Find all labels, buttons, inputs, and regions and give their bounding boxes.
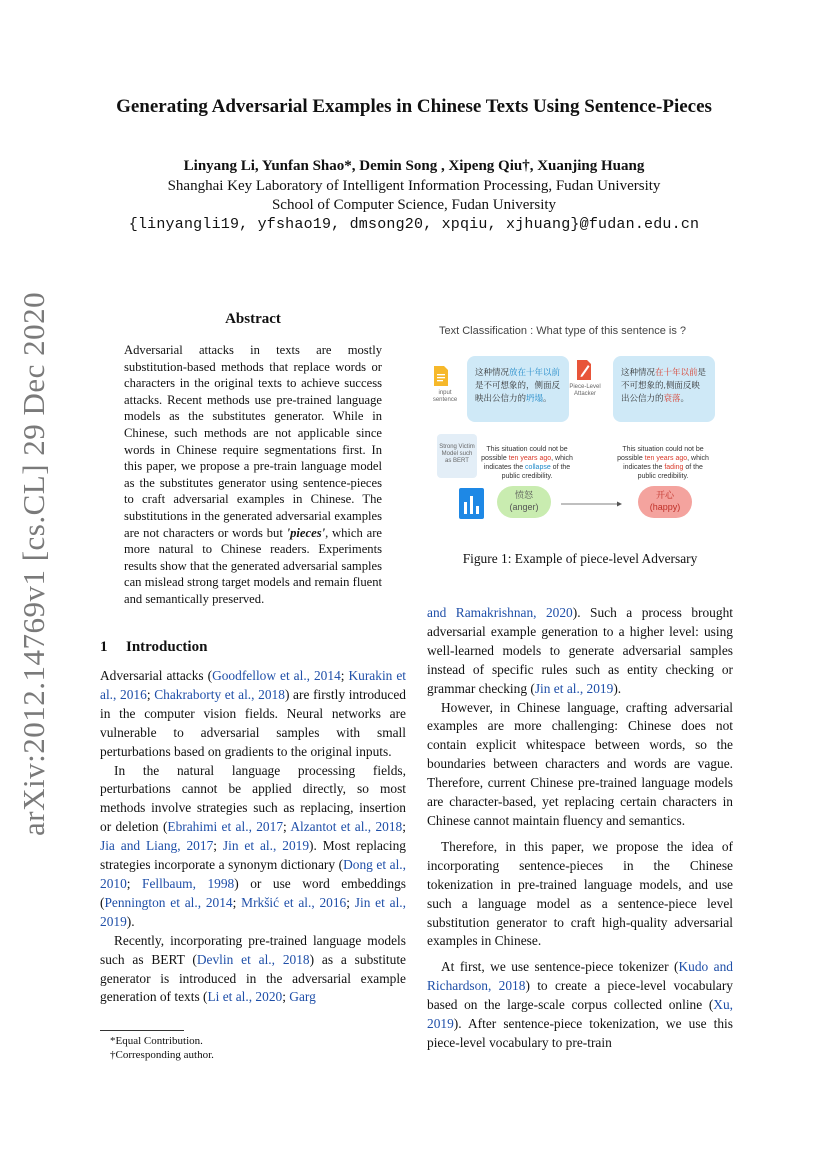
victim-model-label: Strong Victim Model such as BERT — [439, 444, 475, 464]
citation-link[interactable]: Devlin et al., 2018 — [196, 951, 310, 967]
pencil-document-icon — [577, 360, 591, 380]
abstract-heading: Abstract — [225, 311, 281, 327]
right-column-body — [427, 604, 733, 1053]
citation-link[interactable]: Kurakin et al., 2016 — [100, 668, 407, 702]
figure-caption: Figure 1: Example of piece-level Adversary — [462, 551, 698, 566]
citation-link[interactable]: Fellbaum, 1998 — [142, 875, 235, 891]
citation-link[interactable]: Li et al., 2020 — [207, 989, 283, 1005]
citation-link[interactable]: Pennington et al., 2014 — [104, 894, 233, 910]
footnote-rule — [100, 1030, 184, 1031]
citation-link[interactable]: Dong et al., 2010 — [100, 857, 406, 891]
citation-link[interactable]: Kudo and Richardson, 2018 — [427, 959, 733, 994]
citation-link[interactable]: Alzantot et al., 2018 — [290, 819, 403, 835]
footnote-corresponding-author: †Corresponding author. — [110, 1049, 214, 1061]
paragraph: and Ramakrishnan, 2020). Such a process brought adversarial example generation to a higher level: using well-learned models to generate adversarial samples instead of specific rules such as entity checking or grammar checking (Jin et al., 2019). — [427, 605, 733, 696]
piece-attacker-label: Piece-Level Attacker — [569, 384, 601, 397]
paper-title: Generating Adversarial Examples in Chinese Texts Using Sentence-Pieces — [116, 96, 712, 117]
citation-link[interactable]: Jin et al., 2019 — [222, 838, 310, 854]
abstract-text: Adversarial attacks in texts are mostly substitution-based methods that replace words or characters in the original texts to achieve success attacks. Recent methods use pre-trained language models as the substitutes generator. While in Chinese, such methods are not applicable since words in Chinese require segmentations first. In this paper, we propose a pre-train language model as the substitutes generator using sentence-pieces to craft adversarial examples in Chinese. The substitutions in the generated adversarial examples are not characters or words but 'pieces', which are more natural to Chinese readers. Experiments results show that the generated adversarial samples can mislead strong target models and remain fluent and semantically preserved. — [124, 343, 382, 606]
paragraph: Recently, incorporating pre-trained language models such as BERT (Devlin et al., 2018) as a substitute generator is introduced in the adversarial example generation of texts (Li et al., 2020; Garg — [100, 932, 407, 1005]
paragraph: In the natural language processing fields, perturbations cannot be applied directly, so most methods involve strategies such as replacing, insertion or deletion (Ebrahimi et al., 2017; Alzantot et al., 2018; Jia and Liang, 2017; Jin et al., 2019). Most replacing strategies incorporate a synonym dictionary (Dong et al., 2010; Fellbaum, 1998) or use word embeddings (Pennington et al., 2014; Mrkšić et al., 2016; Jin et al., 2019). — [100, 762, 406, 929]
citation-link[interactable]: Jia and Liang, 2017 — [100, 838, 214, 854]
citation-link[interactable]: Jin et al., 2019 — [100, 894, 406, 929]
citation-link[interactable]: and Ramakrishnan, 2020 — [427, 605, 573, 620]
footnote-equal-contribution: *Equal Contribution. — [110, 1035, 203, 1047]
document-icon — [434, 366, 448, 386]
original-sentence-bubble: 这种情况放在十年以前是不可想象的，侧面反映出公信力的坍塌。 — [467, 356, 569, 422]
original-label-pill: 愤怒 (anger) — [497, 486, 551, 518]
paragraph: At first, we use sentence-piece tokenizer (Kudo and Richardson, 2018) to create a piece-level vocabulary based on the large-scale corpus collected online (Xu, 2019). After sentence-piece tokenization, we use this piece-level vocabulary to pre-train — [427, 959, 733, 1050]
citation-link[interactable]: Goodfellow et al., 2014 — [212, 668, 341, 683]
adversarial-sentence-bubble: 这种情况在十年以前是不可想象的,侧面反映出公信力的衰落。 — [613, 356, 715, 422]
arxiv-stamp: arXiv:2012.14769v1 [cs.CL] 29 Dec 2020 — [16, 291, 51, 836]
adversarial-english-text: This situation could not be possible ten years ago, which indicates the fading of the public credibility. — [617, 446, 709, 480]
authors: Linyang Li, Yunfan Shao*, Demin Song , Xipeng Qiu†, Xuanjing Huang — [183, 158, 645, 174]
adversarial-label-pill: 开心 (happy) — [638, 486, 692, 518]
citation-link[interactable]: Mrkšić et al., 2016 — [241, 894, 347, 910]
input-sentence-label: input sentence — [432, 390, 458, 403]
arrow-right-icon — [561, 500, 623, 508]
affiliation-1: Shanghai Key Laboratory of Intelligent Information Processing, Fudan University — [167, 178, 661, 194]
left-column-body — [100, 667, 406, 1007]
citation-link[interactable]: Ebrahimi et al., 2017 — [167, 819, 284, 835]
paragraph: Therefore, in this paper, we propose the idea of incorporating sentence-pieces in the Chinese tokenization in pre-trained language models, and use such a language model as a sentence-piece level substitution generator to craft high-quality adversarial examples in Chinese. — [427, 838, 733, 949]
citation-link[interactable]: Xu, 2019 — [427, 997, 733, 1032]
citation-link[interactable]: Garg — [289, 989, 316, 1005]
figure-1 — [425, 320, 730, 532]
original-english-text: This situation could not be possible ten years ago, which indicates the collapse of the public credibility. — [481, 446, 573, 480]
citation-link[interactable]: Chakraborty et al., 2018 — [154, 686, 285, 702]
bar-chart-icon — [459, 488, 484, 519]
figure-title: Text Classification : What type of this sentence is ? — [439, 325, 687, 337]
author-emails: {linyangli19, yfshao19, dmsong20, xpqiu, xjhuang}@fudan.edu.cn — [128, 216, 700, 233]
section-heading-introduction: 1 Introduction — [100, 639, 208, 655]
citation-link[interactable]: Jin et al., 2019 — [534, 680, 614, 696]
paragraph: However, in Chinese language, crafting adversarial examples are more challenging: Chinese does not contain explicit whitespace between words, so the boundaries between characters and words are vague. Therefore, current Chinese pre-trained language models are character-based, yet replacing certain characters in Chinese cannot maintain fluency and semantics. — [427, 699, 733, 828]
affiliation-2: School of Computer Science, Fudan University — [271, 197, 557, 213]
paragraph: Adversarial attacks (Goodfellow et al., 2014; Kurakin et al., 2016; Chakraborty et al., 2018) are firstly introduced in the computer vision fields. Neural networks are vulnerable to adversarial samples with small perturbations based on gradients to the original inputs. — [100, 668, 407, 759]
